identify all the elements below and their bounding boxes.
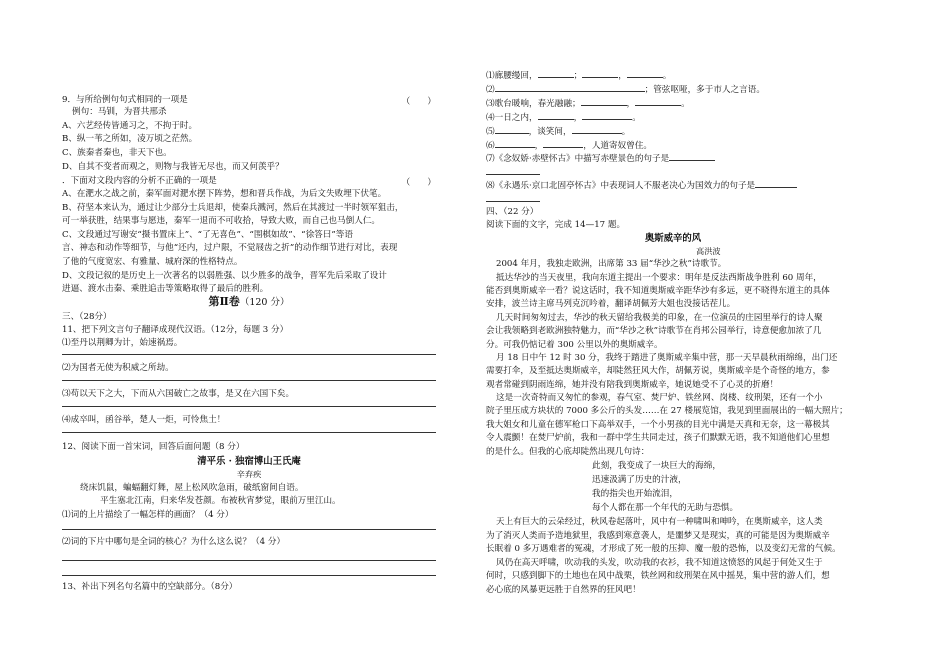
- fill-item-4: [486, 111, 641, 124]
- fill-blank[interactable]: [538, 69, 574, 78]
- fill-item-7-cont: [486, 166, 540, 179]
- fill-blank[interactable]: [495, 125, 529, 134]
- fill-blank[interactable]: [538, 111, 574, 120]
- q11-sentence-3: ⑶苟以天下之大，下而从六国破亡之故事，是又在六国下矣。: [62, 389, 295, 399]
- answer-line[interactable]: [62, 354, 436, 355]
- article-paragraph-6-cont: 为了消灭人类而予造地狱里，我感到寒意袭人，是噩梦又是现实，真的可能是因为奥斯威辛: [486, 531, 830, 541]
- fill-blank[interactable]: [627, 69, 663, 78]
- poem-line-1: 绕床饥鼠，蝙蝠翻灯舞，屋上松风吹急雨，破纸窗间自语。: [80, 483, 304, 493]
- q10-option-c-cont2: 了他的气度宽宏、有雅量、城府深的性格特点。: [62, 257, 243, 267]
- fill-text: ，: [573, 113, 583, 123]
- fill-item-7: [486, 152, 715, 165]
- answer-line[interactable]: [62, 380, 436, 381]
- q10-option-d-cont: 进逼、渡水击秦、乘胜追击等策略取得了最后的胜利。: [62, 284, 269, 294]
- article-paragraph-6: 天上有巨大的云朵经过，秋风卷起落叶，风中有一种啸叫和呻吟，在奥斯威辛，这人类: [496, 517, 823, 527]
- q11-stem: 11、把下列文言句子翻译成现代汉语。（12分，每题 3 分）: [62, 325, 289, 335]
- fill-text: ，: [618, 71, 627, 81]
- article-paragraph-3-cont: 分。可我仍惦记着 300 公里以外的奥斯威辛。: [486, 340, 663, 350]
- article-paragraph-5-cont: 院子里压成方块状的 7000 多公斤的头发……在 27 楼展览馆，我见到里面展出的一幅大照片；: [486, 406, 848, 416]
- article-paragraph-5-cont: 令人震颤！在焚尸炉前，我和一群中学生共同走过，孩子们默默无语，我不知道他们心里想: [486, 433, 830, 443]
- q9-example: 例句：马钏，为晋共邢杀: [72, 107, 167, 117]
- part2-heading: [62, 296, 436, 309]
- poem-verse-3: 我的指尖也开始流泪，: [592, 489, 678, 499]
- answer-line[interactable]: [62, 406, 436, 407]
- fill-blank[interactable]: [572, 125, 622, 134]
- article-paragraph-7: 风仍在高天呼啸，吹动我的头发，吹动我的衣衫，我不知道这愤怒的风起于何处又生于: [496, 558, 823, 568]
- fill-blank[interactable]: [495, 139, 535, 148]
- fill-text: 。: [621, 127, 631, 137]
- fill-item-3: [486, 97, 690, 110]
- part2-title: 第Ⅱ卷: [208, 295, 240, 308]
- fill-text: ，人道寄奴曾住。: [583, 141, 652, 151]
- q9-answer-paren: （ ）: [401, 97, 436, 107]
- q10-option-c-cont: 言、神态和动作等细节，与他“还内，过户限，不觉屐齿之折”的动作细节进行对比，表现: [62, 243, 398, 253]
- fill-text: ⑴廊腰缦回，: [486, 71, 538, 81]
- reading-intro: 阅读下面的文字，完成 14—17 题。: [486, 220, 626, 230]
- fill-blank[interactable]: [755, 179, 797, 188]
- answer-line[interactable]: [62, 560, 436, 561]
- q12-sub-2: ⑵词的下片中哪句是全词的核心？为什么这么说？（4 分）: [62, 537, 286, 547]
- article-paragraph-1: 2004 年月，我独走欧洲，出席第 33 届“华沙之秋”诗歌节。: [496, 259, 727, 269]
- fill-blank[interactable]: [495, 83, 645, 92]
- poem-verse-1: 此刻，我变成了一块巨大的海绵，: [592, 461, 721, 471]
- q13-stem: 13、补出下列名句名篇中的空缺部分。（8分）: [62, 582, 238, 592]
- article-paragraph-5-cont: 我大姐女和儿童在德军枪口下高举双手，一个小男孩的目光中满是天真和无奈，这一幕极其: [486, 420, 830, 430]
- fill-blank[interactable]: [582, 111, 632, 120]
- q9-stem: 9．与所给例句句式相同的一项是: [62, 95, 188, 105]
- article-paragraph-7-cont: 必心底的风暴更远胜于自然界的狂风吧！: [486, 585, 641, 595]
- article-paragraph-2: 抵达华沙的当天夜里，我向东道主提出一个要求：明年是反法西斯战争胜利 60 周年，: [496, 273, 822, 283]
- article-paragraph-5: 这是一次奇特而又匆忙的参观，春气室、焚尸炉、铁丝网、岗楼、纹刑架，还有一个小: [496, 393, 823, 403]
- fill-text: ⑶歌台暖响，春光融融；: [486, 99, 581, 109]
- article-paragraph-4-cont: 观者常碰到阴雨连绵，她并没有陪我到奥斯威辛，她说她受不了心灵的折磨！: [486, 380, 779, 390]
- poem-title: 清平乐 · 独宿博山王氏庵: [197, 456, 301, 467]
- answer-line[interactable]: [62, 575, 436, 576]
- fill-text: ⑻《永遇乐·京口北固亭怀古》中表现词人不服老决心为国效力的句子是: [486, 181, 756, 191]
- fill-text: ⑵: [486, 85, 495, 95]
- q10-option-d: D、文段记叙的是历史上一次著名的以弱胜强、以少胜多的战争，晋军先后采取了设计: [62, 271, 387, 281]
- fill-item-1: [486, 69, 671, 82]
- section3-heading: 三、（28分）: [62, 312, 112, 322]
- fill-blank[interactable]: [486, 193, 540, 202]
- q10-answer-paren: （ ）: [401, 178, 436, 188]
- q10-option-b-cont: 可一举获胜，结果事与愿违，秦军一退而不可收拾，导致大败，而自己也马倒人仁。: [62, 216, 380, 226]
- fill-item-8: [486, 179, 797, 192]
- q11-sentence-4: ⑷成卒叫，函谷举，楚人一炬，可怜焦土！: [62, 415, 226, 425]
- fill-text: ⑷一日之内，: [486, 113, 538, 123]
- article-paragraph-7-cont: 何时，只感到脚下的土地也在风中战栗，铁丝网和纹刑架在风中摇晃，集中营的游人们，想: [486, 571, 830, 581]
- q10-option-c: C、文段通过写谢安“摄书置床上”、“了无喜色”、“围棋如故”、“徐答曰”等语: [62, 230, 353, 240]
- fill-blank[interactable]: [635, 97, 681, 106]
- fill-text: ；: [573, 71, 583, 81]
- article-paragraph-3-cont: 会让我领略到老欧洲独特魅力，而“华沙之秋”诗歌节在肖邦公园举行，诗意便愈加浓了几: [486, 326, 822, 336]
- q9-option-d: D、自其不变者而观之，则物与我皆无尽也，而又何羡乎？: [62, 162, 284, 172]
- q9-option-a: A、六艺经传皆通习之，不拘于时。: [62, 121, 198, 131]
- q12-sub-1: ⑴词的上片描绘了一幅怎样的画面？（4 分）: [62, 510, 234, 520]
- article-paragraph-6-cont: 长眠着 0 多万遇难者的冤魂，才形成了死一般的压抑、魔一般的恐怖，以及变幻无常的气候。: [486, 544, 841, 554]
- q9-option-c: C、族秦者秦也，非天下也。: [62, 148, 172, 158]
- fill-blank[interactable]: [486, 166, 540, 175]
- fill-text: ，: [534, 141, 544, 151]
- fill-item-5: [486, 125, 630, 138]
- poem-line-2: 平生塞北江南，归来华发苍颜。布被秋宵梦觉，眼前万里江山。: [100, 496, 341, 506]
- article-author: 高洪波: [696, 246, 721, 256]
- section4-heading: 四、（22 分）: [486, 207, 539, 217]
- fill-blank[interactable]: [669, 152, 715, 161]
- fill-text: ⑺《念奴娇·赤壁怀古》中描写赤壁景色的句子是: [486, 154, 670, 164]
- fill-text: ⑸: [486, 127, 495, 137]
- q9-option-b: B、纵一苇之所如，凌万顷之茫然。: [62, 134, 198, 144]
- fill-item-8-cont: [486, 193, 540, 206]
- fill-item-6: [486, 139, 652, 152]
- fill-blank[interactable]: [581, 97, 627, 106]
- article-paragraph-4-cont: 需要打伞，及至抵达奥斯威辛，却陡然狂风大作，胡佩芳说，奥斯威辛是个奇怪的地方，参: [486, 366, 830, 376]
- q11-sentence-2: ⑵为国者无使为积威之所劫。: [62, 363, 174, 373]
- poem-author: 辛弃疾: [236, 469, 262, 479]
- article-paragraph-3: 几天时间匆匆过去，华沙的秋天留给我极美的印象，在一位演员的庄园里举行的诗人聚: [496, 313, 823, 323]
- fill-blank[interactable]: [582, 69, 618, 78]
- fill-text: ；管弦呕哑，多于市人之言语。: [644, 85, 765, 95]
- q12-stem: 12、阅读下面一首宋词，回答后面问题（8 分）: [62, 442, 245, 452]
- part2-score: （120 分）: [239, 297, 290, 308]
- answer-line[interactable]: [62, 529, 436, 530]
- article-paragraph-2-cont: 能否到奥斯威辛一看？说这话时，我不知道奥斯威辛距华沙有多远，更不晓得东道主的具体: [486, 286, 830, 296]
- article-paragraph-4: 月 18 日中午 12 时 30 分，我终于踏进了奥斯威辛集中营，那一天早晨秋雨绵绵，出门还: [496, 353, 838, 363]
- fill-item-2: [486, 83, 765, 96]
- article-title: 奥斯威辛的风: [644, 233, 702, 244]
- fill-text: ，: [626, 99, 636, 109]
- q10-option-b: B、苻坚本来认为，通过让少部分士兵退却，使秦兵溅河，然后在其渡过一半时领军狙击，: [62, 203, 404, 213]
- fill-text: 。: [681, 99, 690, 109]
- article-paragraph-5-cont: 的是什么。但我的心底却陡然出现几句诗：: [486, 447, 650, 457]
- answer-line[interactable]: [62, 432, 436, 433]
- q11-sentence-1: ⑴至丹以荆卿为计，始速祸焉。: [62, 338, 183, 348]
- fill-blank[interactable]: [543, 139, 583, 148]
- fill-text: 。: [632, 113, 641, 123]
- article-paragraph-2-cont: 安排，波兰诗主席马列克沉吟着，翻译胡佩芳大姐也没接话茬儿。: [486, 299, 736, 309]
- poem-verse-2: 迅速汲满了历史的汁液，: [592, 475, 687, 485]
- fill-text: ⑹: [486, 141, 495, 151]
- q10-option-a: A、在淝水之战之前，秦军面对淝水摆下阵势，想和晋兵作战，为后文失败埋下伏笔。: [62, 189, 387, 199]
- poem-verse-4: 每个人都在那一个年代的无助与恐惧。: [592, 503, 739, 513]
- fill-text: 。: [662, 71, 672, 81]
- q10-stem: ．下面对文段内容的分析不正确的一项是: [62, 176, 217, 186]
- fill-text: ，谈笑间，: [528, 127, 572, 137]
